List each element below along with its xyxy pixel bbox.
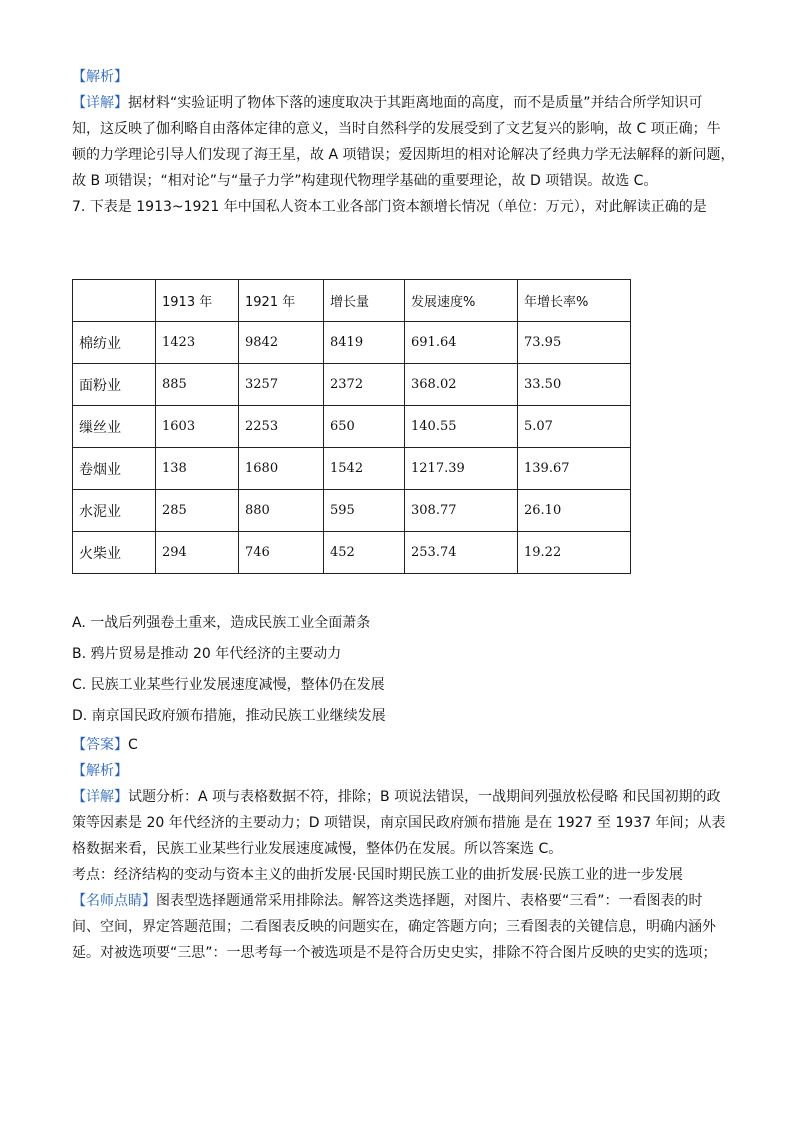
table-cell: 棉纺业 (73, 322, 156, 364)
table-cell: 19.22 (518, 532, 631, 574)
table-header-row (73, 280, 631, 322)
answer-and-analysis-section (72, 732, 732, 966)
table-cell: 452 (324, 532, 405, 574)
answer-options (72, 608, 732, 732)
table-cell: 水泥业 (73, 490, 156, 532)
detail-paragraph-line-4: 故 B 项错误；“相对论”与“量子力学”构建现代物理学基础的重要理论，故 D 项错误。故选 C。 (72, 173, 658, 189)
teacher-note-line-2: 间、空间，界定答题范围；二看图表反映的问题实在，确定答题方向；三看图表的关键信息，明确内涵外 (72, 919, 716, 935)
question-7-stem: 7. 下表是 1913~1921 年中国私人资本工业各部门资本额增长情况（单位：万元），对此解读正确的是 (72, 199, 707, 215)
table-cell: 8419 (324, 322, 405, 364)
analysis-heading-2: 【解析】 (72, 763, 128, 779)
table-row (73, 490, 631, 532)
table-cell: 285 (156, 490, 239, 532)
table-cell: 746 (239, 532, 324, 574)
table-cell: 26.10 (518, 490, 631, 532)
table-cell: 2253 (239, 406, 324, 448)
detail2-line-3: 格数据来看，民族工业某些行业发展速度减慢，整体仍在发展。所以答案选 C。 (72, 841, 563, 857)
table-cell: 139.67 (518, 448, 631, 490)
table-header-cell: 发展速度% (405, 280, 518, 322)
table-cell: 3257 (239, 364, 324, 406)
table-cell: 面粉业 (73, 364, 156, 406)
teacher-text: 图表型选择题通常采用排除法。解答这类选择题，对图片、表格要“三看”：一看图表的时 (156, 893, 703, 909)
table-header-cell: 1921 年 (239, 280, 324, 322)
detail-paragraph-line-3: 顿的力学理论引导人们发现了海王星，故 A 项错误；爱因斯坦的相对论解决了经典力学无法解释的新问题， (72, 147, 735, 163)
detail2-text: 试题分析：A 项与表格数据不符，排除；B 项说法错误，一战期间列强放松侵略 和民国初期的政 (128, 789, 721, 805)
table-header-cell: 增长量 (324, 280, 405, 322)
option-c: C. 民族工业某些行业发展速度减慢，整体仍在发展 (72, 677, 385, 693)
table-cell: 595 (324, 490, 405, 532)
table-cell: 140.55 (405, 406, 518, 448)
table-cell: 650 (324, 406, 405, 448)
table-header-cell (73, 280, 156, 322)
table-cell: 火柴业 (73, 532, 156, 574)
table-row (73, 406, 631, 448)
detail-paragraph-line-1 (72, 90, 724, 116)
analysis-section-1 (72, 64, 735, 220)
table-cell: 1542 (324, 448, 405, 490)
answer-line (72, 732, 732, 758)
table-row (73, 364, 631, 406)
table-cell: 73.95 (518, 322, 631, 364)
table-row (73, 532, 631, 574)
table-cell: 1680 (239, 448, 324, 490)
table-cell: 1603 (156, 406, 239, 448)
option-b: B. 鸦片贸易是推动 20 年代经济的主要动力 (72, 646, 342, 662)
table-cell: 5.07 (518, 406, 631, 448)
table-cell: 1423 (156, 322, 239, 364)
detail-tag: 【详解】 (72, 95, 128, 111)
table-cell: 1217.39 (405, 448, 518, 490)
table-cell: 368.02 (405, 364, 518, 406)
table-cell: 卷烟业 (73, 448, 156, 490)
analysis-heading: 【解析】 (72, 69, 128, 85)
detail2-line-1 (72, 784, 732, 810)
table-cell: 880 (239, 490, 324, 532)
table-cell: 294 (156, 532, 239, 574)
detail-text: 据材料“实验证明了物体下落的速度取决于其距离地面的高度，而不是质量”并结合所学知识可 (128, 95, 703, 111)
table-header-cell: 年增长率% (518, 280, 631, 322)
table-header-cell: 1913 年 (156, 280, 239, 322)
teacher-tag: 【名师点睛】 (72, 893, 156, 909)
detail-tag-2: 【详解】 (72, 789, 128, 805)
table-cell: 691.64 (405, 322, 518, 364)
option-a: A. 一战后列强卷土重来，造成民族工业全面萧条 (72, 615, 371, 631)
detail-paragraph-line-2: 知，这反映了伽利略自由落体定律的意义，当时自然科学的发展受到了文艺复兴的影响，故 C 项正确；牛 (72, 121, 721, 137)
answer-tag: 【答案】 (72, 737, 128, 753)
table-row (73, 322, 631, 364)
answer-value: C (128, 737, 138, 753)
teacher-note-line-1 (72, 888, 732, 914)
table-cell: 138 (156, 448, 239, 490)
detail2-line-2: 策等因素是 20 年代经济的主要动力；D 项错误，南京国民政府颁布措施 是在 1927 至 1937 年间；从表 (72, 815, 726, 831)
option-d: D. 南京国民政府颁布措施，推动民族工业继续发展 (72, 708, 386, 724)
table-cell: 缫丝业 (73, 406, 156, 448)
teacher-note-line-3: 延。对被选项要“三思”：一思考每一个被选项是不是符合历史史实，排除不符合图片反映的史实的选项； (72, 945, 717, 961)
table-cell: 2372 (324, 364, 405, 406)
table-cell: 885 (156, 364, 239, 406)
kaodian-line: 考点：经济结构的变动与资本主义的曲折发展·民国时期民族工业的曲折发展·民族工业的进一步发展 (72, 867, 683, 883)
table-cell: 308.77 (405, 490, 518, 532)
table-row (73, 448, 631, 490)
table-cell: 253.74 (405, 532, 518, 574)
table-cell: 33.50 (518, 364, 631, 406)
capital-growth-table (72, 279, 631, 574)
table-cell: 9842 (239, 322, 324, 364)
